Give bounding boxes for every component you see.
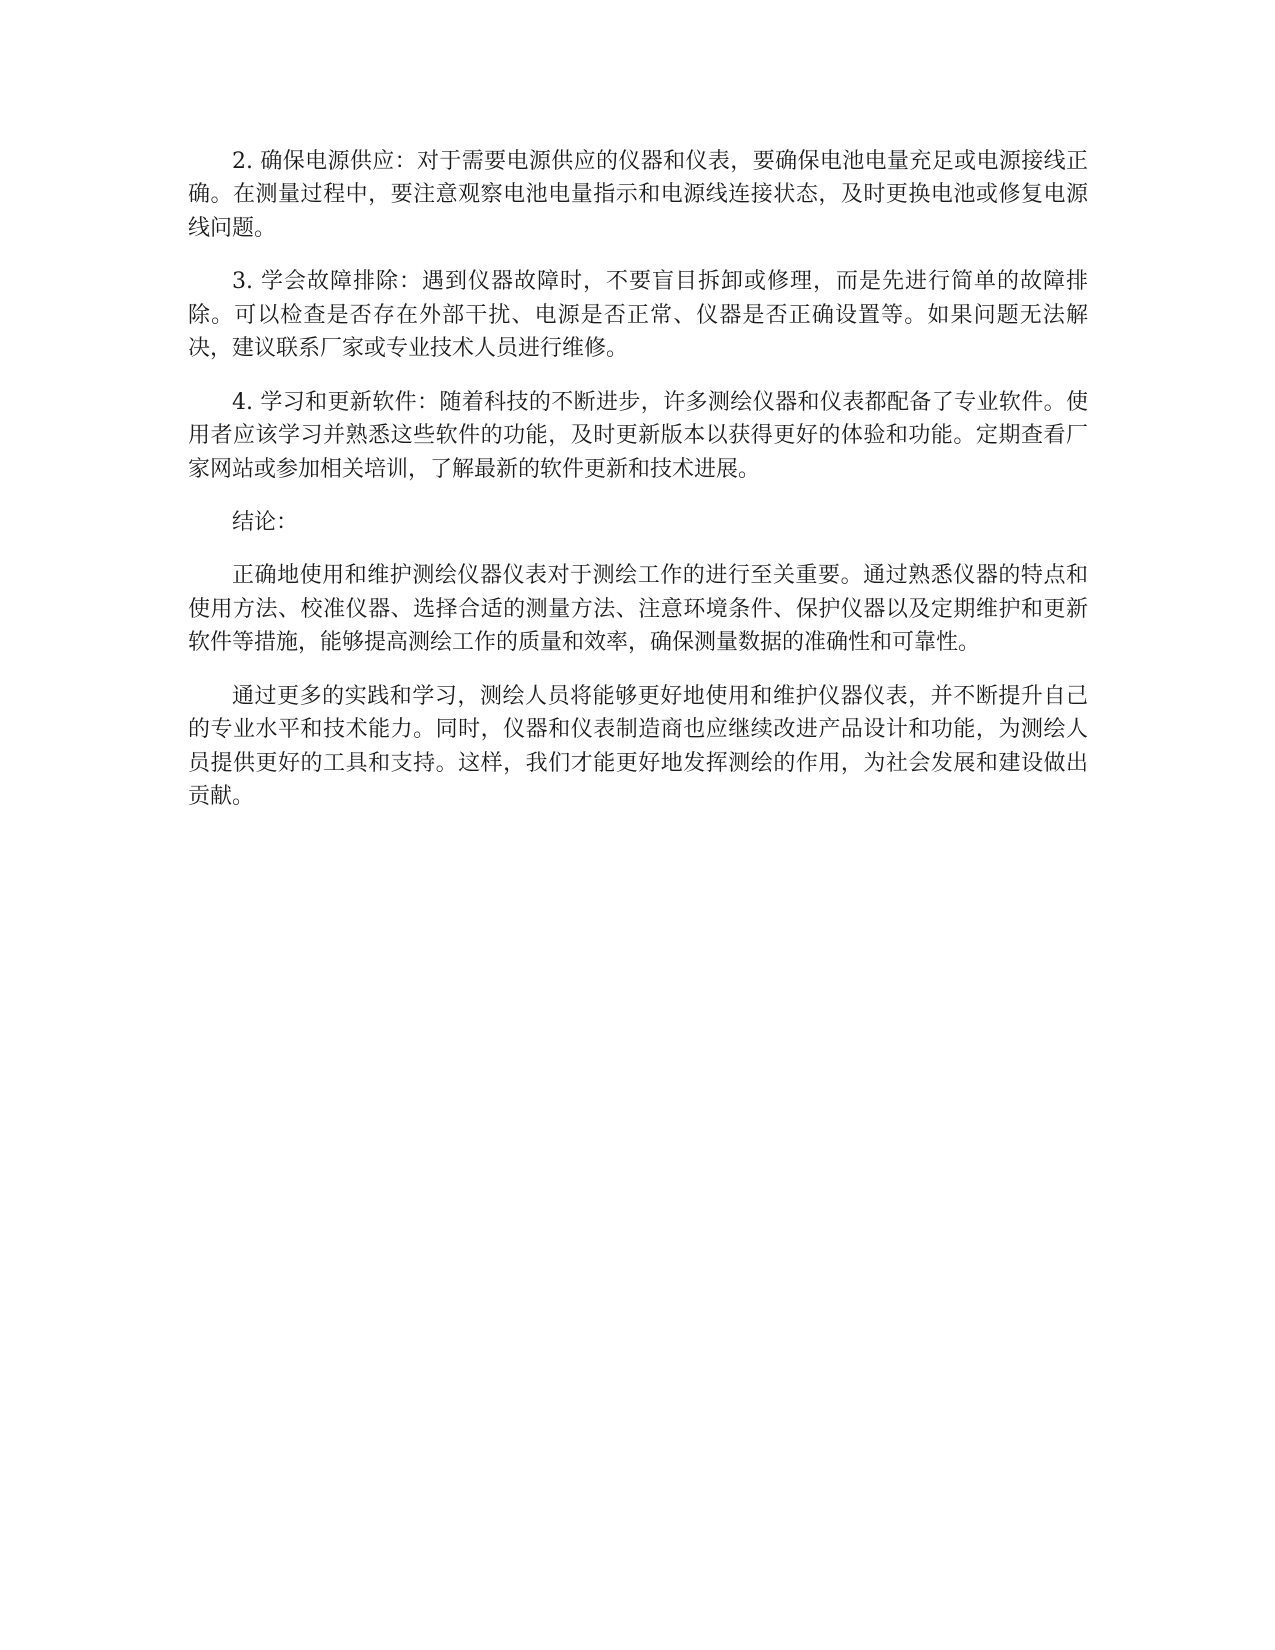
- paragraph-power-supply: 2. 确保电源供应：对于需要电源供应的仪器和仪表，要确保电池电量充足或电源接线正确。在测量过程中，要注意观察电池电量指示和电源线连接状态，及时更换电池或修复电源线问题。: [188, 149, 1088, 241]
- paragraph-closing: 通过更多的实践和学习，测绘人员将能够更好地使用和维护仪器仪表，并不断提升自己的专业水平和技术能力。同时，仪器和仪表制造商也应继续改进产品设计和功能，为测绘人员提供更好的工具和支持。这样，我们才能更好地发挥测绘的作用，为社会发展和建设做出贡献。: [188, 683, 1088, 809]
- paragraph-conclusion: 正确地使用和维护测绘仪器仪表对于测绘工作的进行至关重要。通过熟悉仪器的特点和使用方法、校准仪器、选择合适的测量方法、注意环境条件、保护仪器以及定期维护和更新软件等措施，能够提高测绘工作的质量和效率，确保测量数据的准确性和可靠性。: [188, 563, 1088, 656]
- document-body: [188, 145, 1088, 833]
- paragraph-troubleshooting: 3. 学会故障排除：遇到仪器故障时，不要盲目拆卸或修理，而是先进行简单的故障排除。可以检查是否存在外部干扰、电源是否正常、仪器是否正确设置等。如果问题无法解决，建议联系厂家或专业技术人员进行维修。: [188, 269, 1088, 362]
- conclusion-heading: 结论：: [232, 509, 299, 535]
- paragraph-software-update: 4. 学习和更新软件：随着科技的不断进步，许多测绘仪器和仪表都配备了专业软件。使用者应该学习并熟悉这些软件的功能，及时更新版本以获得更好的体验和功能。定期查看厂家网站或参加相关培训，了解最新的软件更新和技术进展。: [188, 389, 1088, 482]
